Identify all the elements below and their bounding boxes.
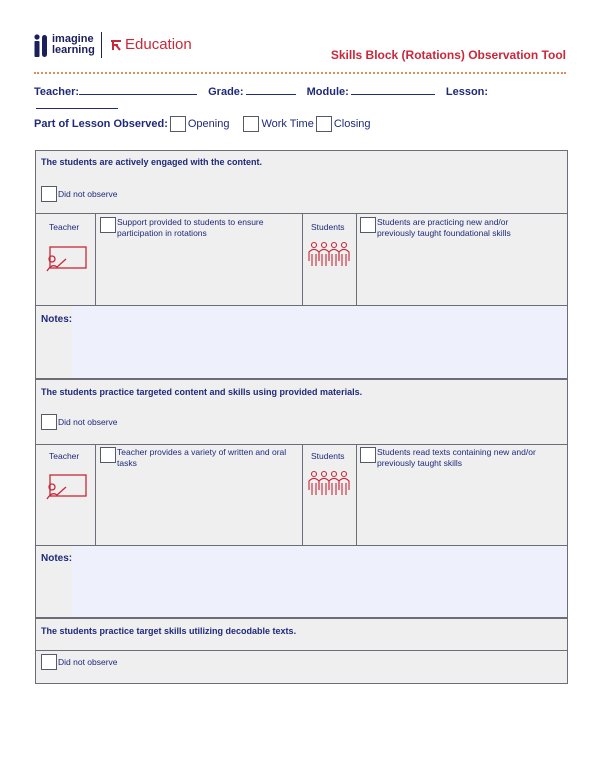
logo-divider	[101, 32, 102, 58]
section-3-heading: The students practice target skills utilizing decodable texts.	[41, 626, 297, 636]
section-1-students-label: Students	[311, 222, 345, 232]
header-divider	[34, 72, 566, 74]
document-title: Skills Block (Rotations) Observation Tool	[330, 48, 566, 62]
section-decodable	[35, 618, 568, 684]
section-1-notes-field[interactable]	[72, 306, 567, 378]
section-2-students-checkbox[interactable]	[360, 447, 376, 463]
teacher-field-line[interactable]	[79, 84, 197, 95]
section-2-heading: The students practice targeted content and skills using provided materials.	[41, 387, 363, 397]
imagine-learning-logo-icon	[34, 34, 48, 58]
part-of-lesson-label: Part of Lesson Observed:	[34, 118, 168, 130]
section-1-col-divider-2	[302, 213, 303, 305]
section-1-col-divider-1	[95, 213, 96, 305]
section-1-did-not-observe-checkbox[interactable]	[41, 186, 57, 202]
section-2-col-divider-1	[95, 444, 96, 545]
section-engagement	[35, 150, 568, 379]
work-time-checkbox[interactable]	[243, 116, 259, 132]
module-field-label: Module:	[306, 86, 349, 98]
section-2-teacher-checkbox[interactable]	[100, 447, 116, 463]
section-3-divider	[36, 650, 567, 651]
section-1-students-item[interactable]	[360, 217, 530, 239]
module-field-line[interactable]	[351, 84, 435, 95]
opening-checkbox[interactable]	[170, 116, 186, 132]
section-1-teacher-checkbox[interactable]	[100, 217, 116, 233]
info-row	[34, 84, 566, 112]
closing-checkbox[interactable]	[316, 116, 332, 132]
grade-field-line[interactable]	[246, 84, 296, 95]
section-2-students-label: Students	[311, 451, 345, 461]
section-2-col-divider-2	[302, 444, 303, 545]
section-3-did-not-observe-checkbox[interactable]	[41, 654, 57, 670]
education-brand	[110, 36, 192, 53]
section-1-did-not-observe[interactable]	[41, 186, 118, 202]
section-2-teacher-item[interactable]	[100, 447, 290, 469]
section-1-heading: The students are actively engaged with the content.	[41, 157, 263, 167]
section-1-col-divider-3	[356, 213, 357, 305]
section-2-did-not-observe[interactable]	[41, 414, 118, 430]
students-group-icon	[308, 241, 352, 267]
closing-label: Closing	[333, 118, 371, 130]
logo-line-1: imagine	[52, 33, 94, 45]
work-time-label: Work Time	[261, 118, 314, 130]
option-work-time[interactable]	[243, 116, 313, 132]
section-2-did-not-observe-checkbox[interactable]	[41, 414, 57, 430]
teacher-field-label: Teacher:	[34, 86, 80, 98]
education-logo-icon	[110, 39, 122, 51]
section-1-notes-label: Notes:	[41, 314, 73, 325]
logo-wordmark	[52, 34, 95, 56]
lesson-field-line[interactable]	[36, 98, 118, 109]
section-1-teacher-label: Teacher	[49, 222, 80, 232]
section-2-col-divider-3	[356, 444, 357, 545]
section-1-did-not-observe-label: Did not observe	[58, 189, 118, 199]
section-2-students-item-text: Students read texts containing new and/or previously taught skills	[377, 447, 536, 468]
section-2-notes-label: Notes:	[41, 553, 73, 564]
logo-line-2: learning	[52, 44, 95, 56]
section-1-students-checkbox[interactable]	[360, 217, 376, 233]
section-2-teacher-label: Teacher	[49, 451, 80, 461]
section-3-did-not-observe-label: Did not observe	[58, 657, 118, 667]
grade-field-label: Grade:	[208, 86, 244, 98]
section-3-did-not-observe[interactable]	[41, 654, 118, 670]
section-1-students-item-text: Students are practicing new and/or previously taught foundational skills	[377, 217, 511, 238]
option-closing[interactable]	[316, 116, 371, 132]
section-1-teacher-item-text: Support provided to students to ensure participation in rotations	[117, 217, 264, 238]
part-of-lesson-row	[34, 116, 373, 132]
teacher-board-icon	[44, 246, 88, 272]
section-2-teacher-item-text: Teacher provides a variety of written and oral tasks	[117, 447, 287, 468]
section-1-teacher-item[interactable]	[100, 217, 290, 239]
education-label: Education	[125, 36, 192, 53]
section-2-students-item[interactable]	[360, 447, 540, 469]
section-2-notes-field[interactable]	[72, 546, 567, 617]
section-2-did-not-observe-label: Did not observe	[58, 417, 118, 427]
students-group-icon	[308, 470, 352, 496]
section-materials	[35, 379, 568, 618]
opening-label: Opening	[187, 118, 230, 130]
option-opening[interactable]	[170, 116, 230, 132]
teacher-board-icon	[44, 474, 88, 500]
lesson-field-label: Lesson:	[445, 86, 489, 98]
